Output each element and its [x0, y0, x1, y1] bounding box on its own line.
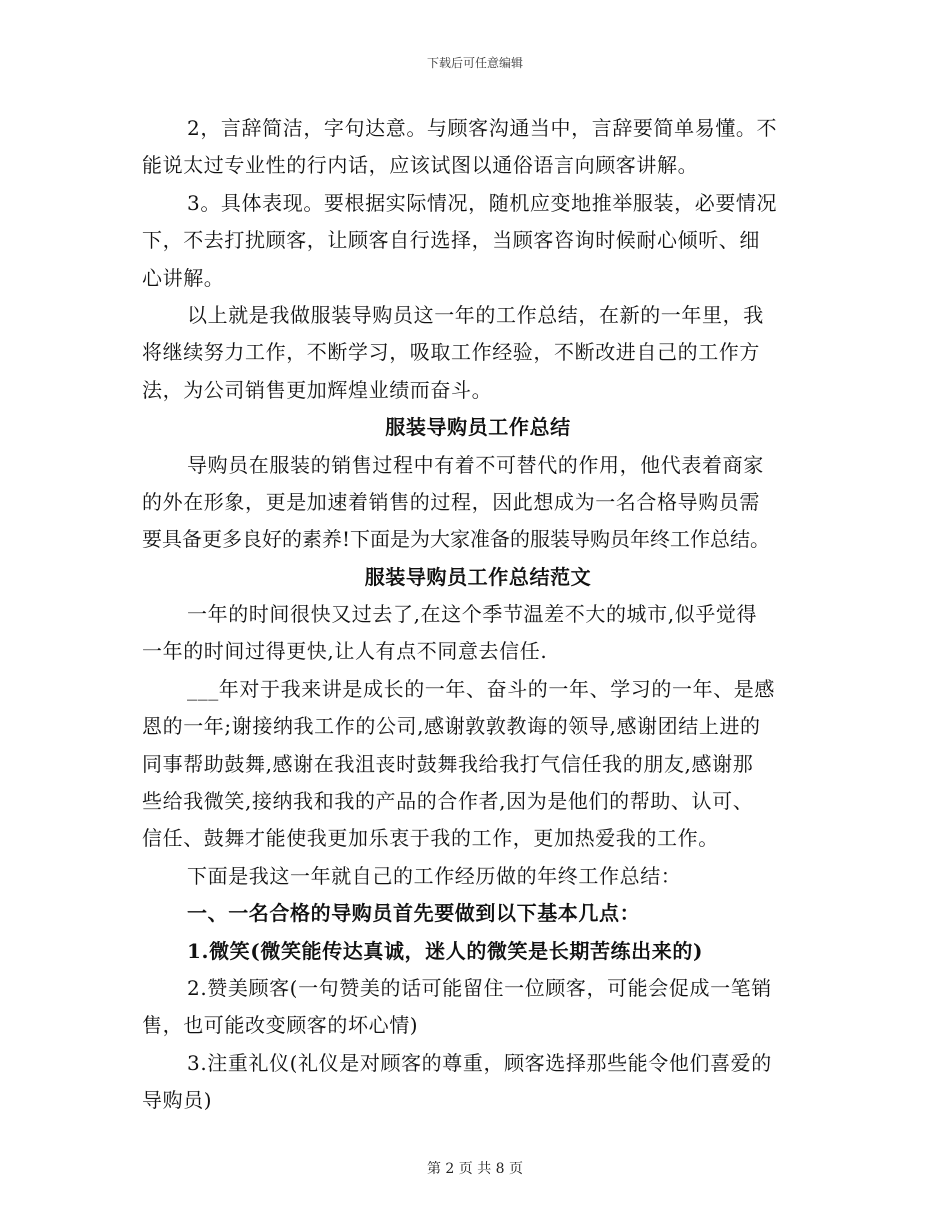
paragraph-line: 信任、鼓舞才能使我更加乐衷于我的工作，更加热爱我的工作。: [142, 826, 719, 851]
paragraph-line: 下面是我这一年就自己的工作经历做的年终工作总结：: [187, 863, 682, 888]
paragraph-line: 恩的一年;谢接纳我工作的公司,感谢敦敦教诲的领导,感谢团结上进的: [142, 714, 761, 739]
paragraph-line: 法，为公司销售更加辉煌业绩而奋斗。: [142, 377, 493, 402]
paragraph-line: 能说太过专业性的行内话，应该试图以通俗语言向顾客讲解。: [142, 153, 699, 178]
paragraph-line: 2，言辞简洁，字句达意。与顾客沟通当中，言辞要简单易懂。不: [187, 116, 778, 140]
paragraph-line: ___年对于我来讲是成长的一年、奋斗的一年、学习的一年、是感: [187, 676, 775, 701]
page-number-footer: 第 2 页 共 8 页: [426, 1161, 524, 1177]
section-title: 服装导购员工作总结范文: [364, 564, 592, 589]
paragraph-line: 一年的时间过得更快,让人有点不同意去信任.: [142, 639, 548, 664]
paragraph-line: 下，不去打扰顾客，让顾客自行选择，当顾客咨询时候耐心倾听、细: [142, 228, 760, 253]
list-item: 2.赞美顾客(一句赞美的话可能留住一位顾客，可能会促成一笔销: [187, 975, 772, 1000]
paragraph-line: 的外在形象，更是加速着销售的过程，因此想成为一名合格导购员需: [142, 489, 760, 514]
document-body: [142, 110, 814, 1120]
paragraph-line: 心讲解。: [142, 265, 225, 290]
subsection-heading: 一、一名合格的导购员首先要做到以下基本几点：: [187, 901, 641, 926]
list-item: 3.注重礼仪(礼仪是对顾客的尊重，顾客选择那些能令他们喜爱的: [187, 1050, 772, 1075]
paragraph-line: 要具备更多良好的素养!下面是为大家准备的服装导购员年终工作总结。: [142, 527, 771, 552]
paragraph-line: 一年的时间很快又过去了,在这个季节温差不大的城市,似乎觉得: [187, 602, 758, 627]
paragraph-line: 些给我微笑,接纳我和我的产品的合作者,因为是他们的帮助、认可、: [142, 789, 754, 814]
list-item-heading: 1.微笑(微笑能传达真诚，迷人的微笑是长期苦练出来的): [187, 938, 704, 963]
paragraph-line: 以上就是我做服装导购员这一年的工作总结，在新的一年里，我: [187, 302, 764, 327]
list-item-continuation: 导购员): [142, 1088, 213, 1113]
list-item-continuation: 售，也可能改变顾客的坏心情): [142, 1013, 419, 1038]
paragraph-line: 将继续努力工作，不断学习，吸取工作经验，不断改进自己的工作方: [142, 340, 760, 365]
page-header-note: 下载后可任意编辑: [426, 56, 523, 70]
paragraph-line: 同事帮助鼓舞,感谢在我沮丧时鼓舞我给我打气信任我的朋友,感谢那: [142, 751, 754, 776]
section-title: 服装导购员工作总结: [385, 415, 571, 440]
paragraph-line: 导购员在服装的销售过程中有着不可替代的作用，他代表着商家: [187, 452, 764, 477]
paragraph-line: 3。具体表现。要根据实际情况，随机应变地推举服装，必要情况: [187, 190, 778, 215]
